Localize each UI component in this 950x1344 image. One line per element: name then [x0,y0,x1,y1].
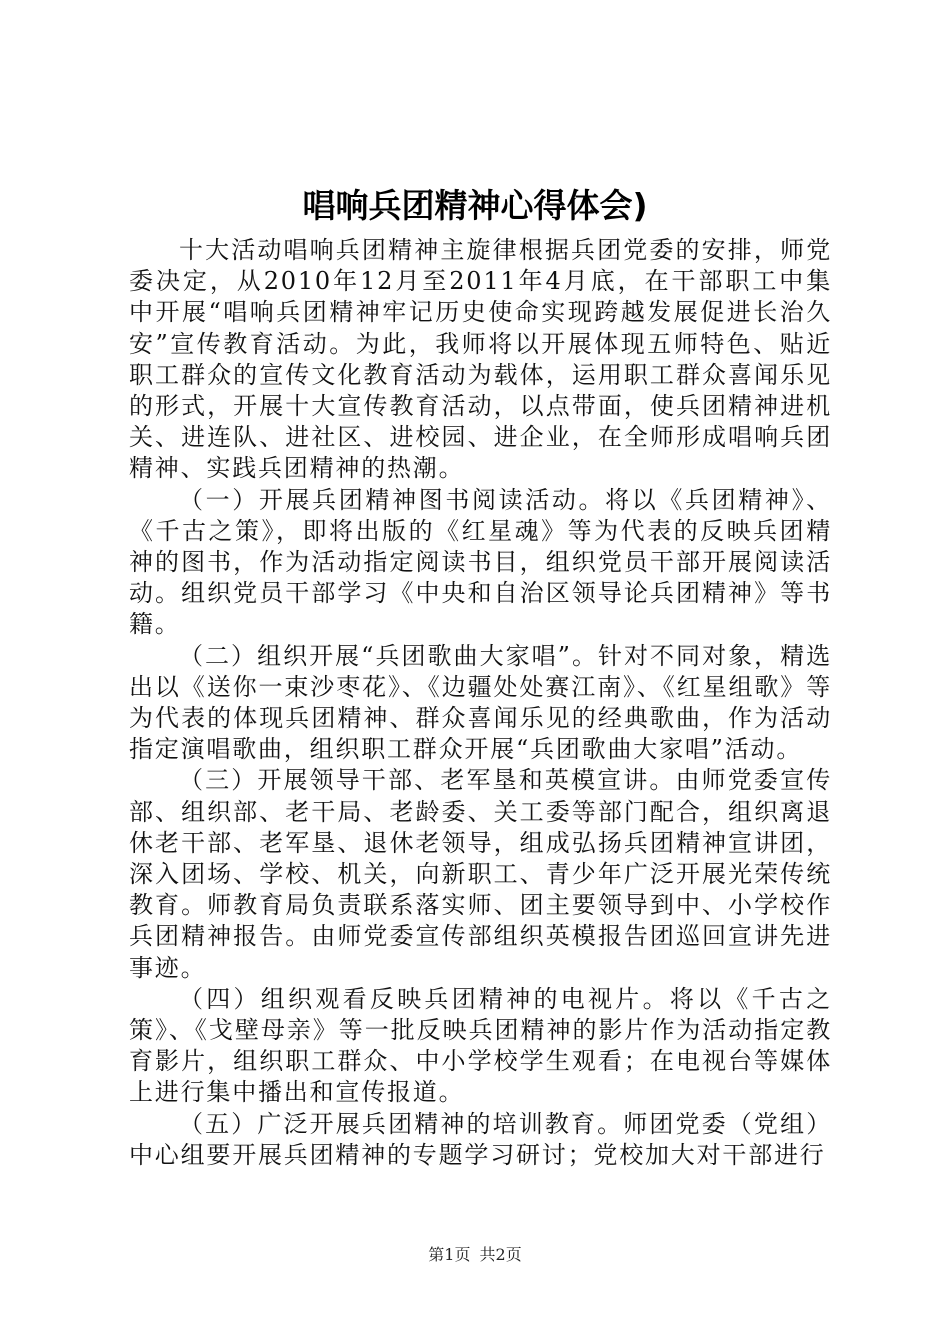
paragraph-item-4: （四）组织观看反映兵团精神的电视片。将以《千古之策》、《戈壁母亲》等一批反映兵团精神的影片作为活动指定教育影片，组织职工群众、中小学校学生观看；在电视台等媒体上进行集中播出和宣传报道。 [129,984,832,1107]
paragraph-item-5: （五）广泛开展兵团精神的培训教育。师团党委（党组）中心组要开展兵团精神的专题学习研讨；党校加大对干部进行 [129,1109,832,1169]
paragraph-item-2: （二）组织开展“兵团歌曲大家唱”。针对不同对象，精选出以《送你一束沙枣花》、《边疆处处赛江南》、《红星组歌》等为代表的体现兵团精神、群众喜闻乐见的经典歌曲，作为活动指定演唱歌曲，组织职工群众开展“兵团歌曲大家唱”活动。 [129,641,832,764]
page-number: 第1页 [428,1245,471,1264]
paragraph-intro: 十大活动唱响兵团精神主旋律根据兵团党委的安排，师党委决定，从2010年12月至2011年4月底，在干部职工中集中开展“唱响兵团精神牢记历史使命实现跨越发展促进长治久安”宣传教育活动。为此，我师将以开展体现五师特色、贴近职工群众的宣传文化教育活动为载体，运用职工群众喜闻乐见的形式，开展十大宣传教育活动，以点带面，使兵团精神进机关、进连队、进社区、进校园、进企业，在全师形成唱响兵团精神、实践兵团精神的热潮。 [129,236,832,483]
paragraph-item-1: （一）开展兵团精神图书阅读活动。将以《兵团精神》、《千古之策》，即将出版的《红星魂》等为代表的反映兵团精神的图书，作为活动指定阅读书目，组织党员干部开展阅读活动。组织党员干部学习《中央和自治区领导论兵团精神》等书籍。 [129,485,832,639]
paragraph-item-3: （三）开展领导干部、老军垦和英模宣讲。由师党委宣传部、组织部、老干局、老龄委、关工委等部门配合，组织离退休老干部、老军垦、退休老领导，组成弘扬兵团精神宣讲团，深入团场、学校、机关，向新职工、青少年广泛开展光荣传统教育。师教育局负责联系落实师、团主要领导到中、小学校作兵团精神报告。由师党委宣传部组织英模报告团巡回宣讲先进事迹。 [129,766,832,982]
page-total: 共2页 [479,1245,522,1264]
document-title: 唱响兵团精神心得体会) [302,186,648,225]
page-footer [0,1244,950,1266]
document-body [129,235,832,1171]
